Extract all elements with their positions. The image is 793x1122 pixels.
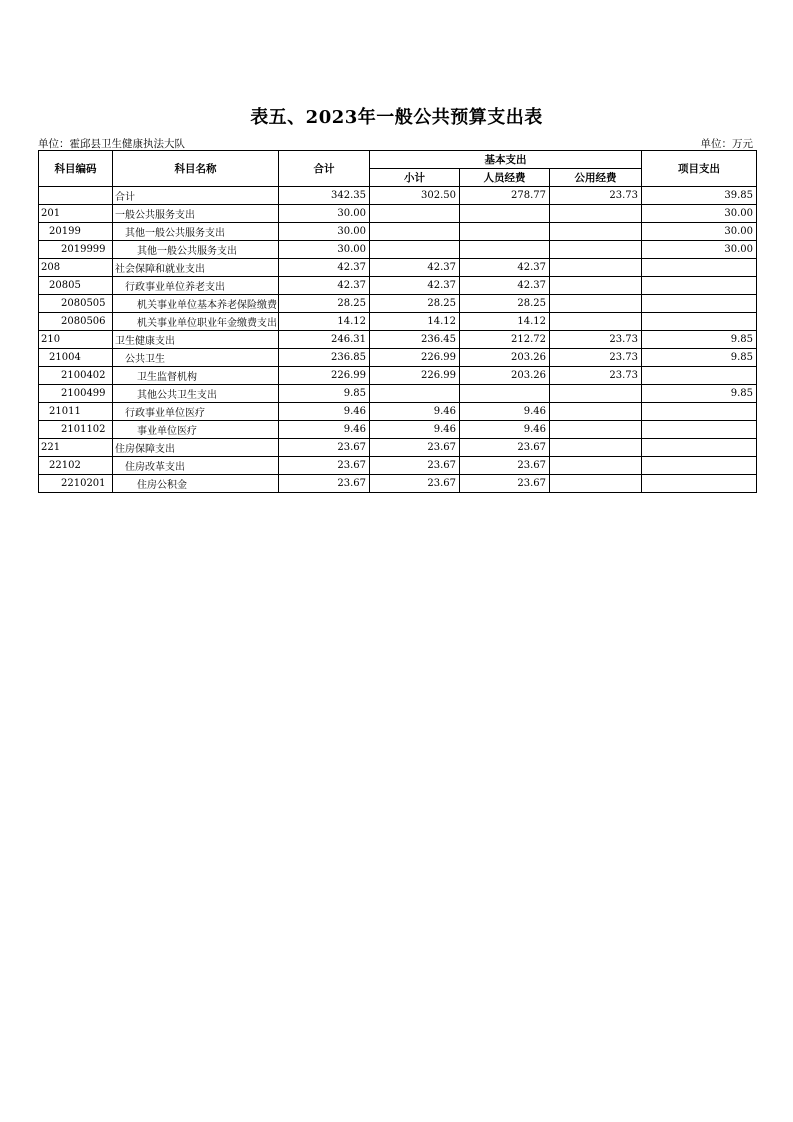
cell-public: [550, 457, 642, 475]
cell-subtotal: 23.67: [370, 439, 460, 457]
cell-total: 30.00: [279, 205, 370, 223]
page-title: 表五、2023年一般公共预算支出表: [250, 107, 543, 128]
table-row: [39, 403, 757, 421]
cell-code: 221: [39, 439, 113, 457]
cell-personnel: 42.37: [460, 277, 550, 295]
cell-name: 社会保障和就业支出: [113, 259, 279, 277]
unit-currency: 单位：万元: [700, 138, 753, 150]
cell-personnel: 14.12: [460, 313, 550, 331]
table-row: [39, 259, 757, 277]
cell-project: 30.00: [642, 205, 757, 223]
table-row: [39, 475, 757, 493]
cell-code: 2101102: [39, 421, 113, 439]
cell-total: 246.31: [279, 331, 370, 349]
cell-code: 208: [39, 259, 113, 277]
cell-name: 其他一般公共服务支出: [113, 241, 279, 259]
cell-public: [550, 277, 642, 295]
cell-project: [642, 403, 757, 421]
header-public: 公用经费: [550, 169, 642, 187]
header-project: 项目支出: [642, 151, 757, 187]
table-row: [39, 331, 757, 349]
header-name: 科目名称: [113, 151, 279, 187]
cell-subtotal: 42.37: [370, 277, 460, 295]
cell-project: 9.85: [642, 385, 757, 403]
cell-total: 9.46: [279, 421, 370, 439]
table-row: [39, 313, 757, 331]
unit-organization: 单位：霍邱县卫生健康执法大队: [38, 138, 185, 150]
cell-code: 21004: [39, 349, 113, 367]
cell-personnel: 203.26: [460, 367, 550, 385]
cell-public: 23.73: [550, 331, 642, 349]
header-total: 合计: [279, 151, 370, 187]
cell-total: 236.85: [279, 349, 370, 367]
table-row: [39, 349, 757, 367]
cell-name: 住房公积金: [113, 475, 279, 493]
cell-name: 其他一般公共服务支出: [113, 223, 279, 241]
cell-project: 30.00: [642, 241, 757, 259]
cell-total: 30.00: [279, 241, 370, 259]
cell-name: 卫生健康支出: [113, 331, 279, 349]
cell-code: 2100402: [39, 367, 113, 385]
cell-project: 9.85: [642, 349, 757, 367]
cell-code: 2100499: [39, 385, 113, 403]
cell-public: [550, 223, 642, 241]
cell-name: 行政事业单位医疗: [113, 403, 279, 421]
cell-public: [550, 241, 642, 259]
header-personnel: 人员经费: [460, 169, 550, 187]
cell-name: 公共卫生: [113, 349, 279, 367]
cell-total: 28.25: [279, 295, 370, 313]
table-row: [39, 421, 757, 439]
cell-personnel: 23.67: [460, 439, 550, 457]
cell-name: 机关事业单位职业年金缴费支出: [113, 313, 279, 331]
cell-total: 30.00: [279, 223, 370, 241]
cell-total: 42.37: [279, 259, 370, 277]
cell-subtotal: 9.46: [370, 421, 460, 439]
cell-project: 9.85: [642, 331, 757, 349]
cell-public: [550, 385, 642, 403]
cell-name: 住房保障支出: [113, 439, 279, 457]
cell-project: [642, 259, 757, 277]
cell-personnel: [460, 223, 550, 241]
cell-total: 226.99: [279, 367, 370, 385]
table-row: [39, 205, 757, 223]
cell-project: [642, 475, 757, 493]
cell-public: [550, 475, 642, 493]
cell-subtotal: [370, 385, 460, 403]
cell-subtotal: 226.99: [370, 367, 460, 385]
cell-project: [642, 313, 757, 331]
cell-total: 23.67: [279, 475, 370, 493]
cell-name: 一般公共服务支出: [113, 205, 279, 223]
cell-total: 23.67: [279, 457, 370, 475]
cell-total: 23.67: [279, 439, 370, 457]
cell-code: 2210201: [39, 475, 113, 493]
cell-subtotal: 28.25: [370, 295, 460, 313]
cell-personnel: 212.72: [460, 331, 550, 349]
cell-code: 20805: [39, 277, 113, 295]
cell-personnel: 23.67: [460, 475, 550, 493]
cell-total: 14.12: [279, 313, 370, 331]
cell-personnel: 9.46: [460, 421, 550, 439]
table-row: [39, 439, 757, 457]
cell-project: [642, 295, 757, 313]
cell-name: 机关事业单位基本养老保险缴费: [113, 295, 279, 313]
cell-project: [642, 367, 757, 385]
table-row: [39, 187, 757, 205]
cell-public: 23.73: [550, 367, 642, 385]
cell-public: [550, 295, 642, 313]
budget-table: [38, 150, 757, 493]
cell-public: [550, 205, 642, 223]
cell-personnel: [460, 205, 550, 223]
cell-code: [39, 187, 113, 205]
cell-subtotal: 302.50: [370, 187, 460, 205]
cell-name: 卫生监督机构: [113, 367, 279, 385]
cell-code: 201: [39, 205, 113, 223]
table-row: [39, 223, 757, 241]
table-row: [39, 457, 757, 475]
cell-subtotal: 226.99: [370, 349, 460, 367]
cell-code: 20199: [39, 223, 113, 241]
cell-code: 210: [39, 331, 113, 349]
cell-personnel: 278.77: [460, 187, 550, 205]
cell-personnel: 28.25: [460, 295, 550, 313]
cell-code: 2080506: [39, 313, 113, 331]
table-row: [39, 241, 757, 259]
cell-project: [642, 439, 757, 457]
table-row: [39, 385, 757, 403]
cell-name: 住房改革支出: [113, 457, 279, 475]
table-row: [39, 367, 757, 385]
cell-subtotal: [370, 241, 460, 259]
cell-subtotal: 42.37: [370, 259, 460, 277]
header-subtotal: 小计: [370, 169, 460, 187]
cell-personnel: 203.26: [460, 349, 550, 367]
cell-name: 其他公共卫生支出: [113, 385, 279, 403]
header-code: 科目编码: [39, 151, 113, 187]
cell-subtotal: 14.12: [370, 313, 460, 331]
cell-subtotal: [370, 205, 460, 223]
cell-public: [550, 439, 642, 457]
cell-public: 23.73: [550, 349, 642, 367]
cell-name: 合计: [113, 187, 279, 205]
cell-project: 39.85: [642, 187, 757, 205]
cell-project: [642, 277, 757, 295]
cell-project: [642, 457, 757, 475]
header-basic: 基本支出: [370, 151, 642, 169]
cell-code: 2019999: [39, 241, 113, 259]
cell-name: 行政事业单位养老支出: [113, 277, 279, 295]
cell-public: [550, 313, 642, 331]
cell-public: 23.73: [550, 187, 642, 205]
cell-personnel: [460, 385, 550, 403]
cell-total: 9.46: [279, 403, 370, 421]
cell-total: 42.37: [279, 277, 370, 295]
table-row: [39, 277, 757, 295]
cell-total: 342.35: [279, 187, 370, 205]
cell-personnel: 42.37: [460, 259, 550, 277]
cell-public: [550, 403, 642, 421]
table-row: [39, 295, 757, 313]
cell-name: 事业单位医疗: [113, 421, 279, 439]
cell-project: 30.00: [642, 223, 757, 241]
cell-subtotal: 23.67: [370, 475, 460, 493]
cell-code: 22102: [39, 457, 113, 475]
cell-subtotal: 23.67: [370, 457, 460, 475]
cell-subtotal: [370, 223, 460, 241]
cell-personnel: 23.67: [460, 457, 550, 475]
cell-total: 9.85: [279, 385, 370, 403]
cell-code: 2080505: [39, 295, 113, 313]
cell-subtotal: 236.45: [370, 331, 460, 349]
cell-public: [550, 421, 642, 439]
cell-public: [550, 259, 642, 277]
cell-project: [642, 421, 757, 439]
cell-subtotal: 9.46: [370, 403, 460, 421]
cell-personnel: 9.46: [460, 403, 550, 421]
cell-personnel: [460, 241, 550, 259]
cell-code: 21011: [39, 403, 113, 421]
table-body: [39, 187, 757, 493]
